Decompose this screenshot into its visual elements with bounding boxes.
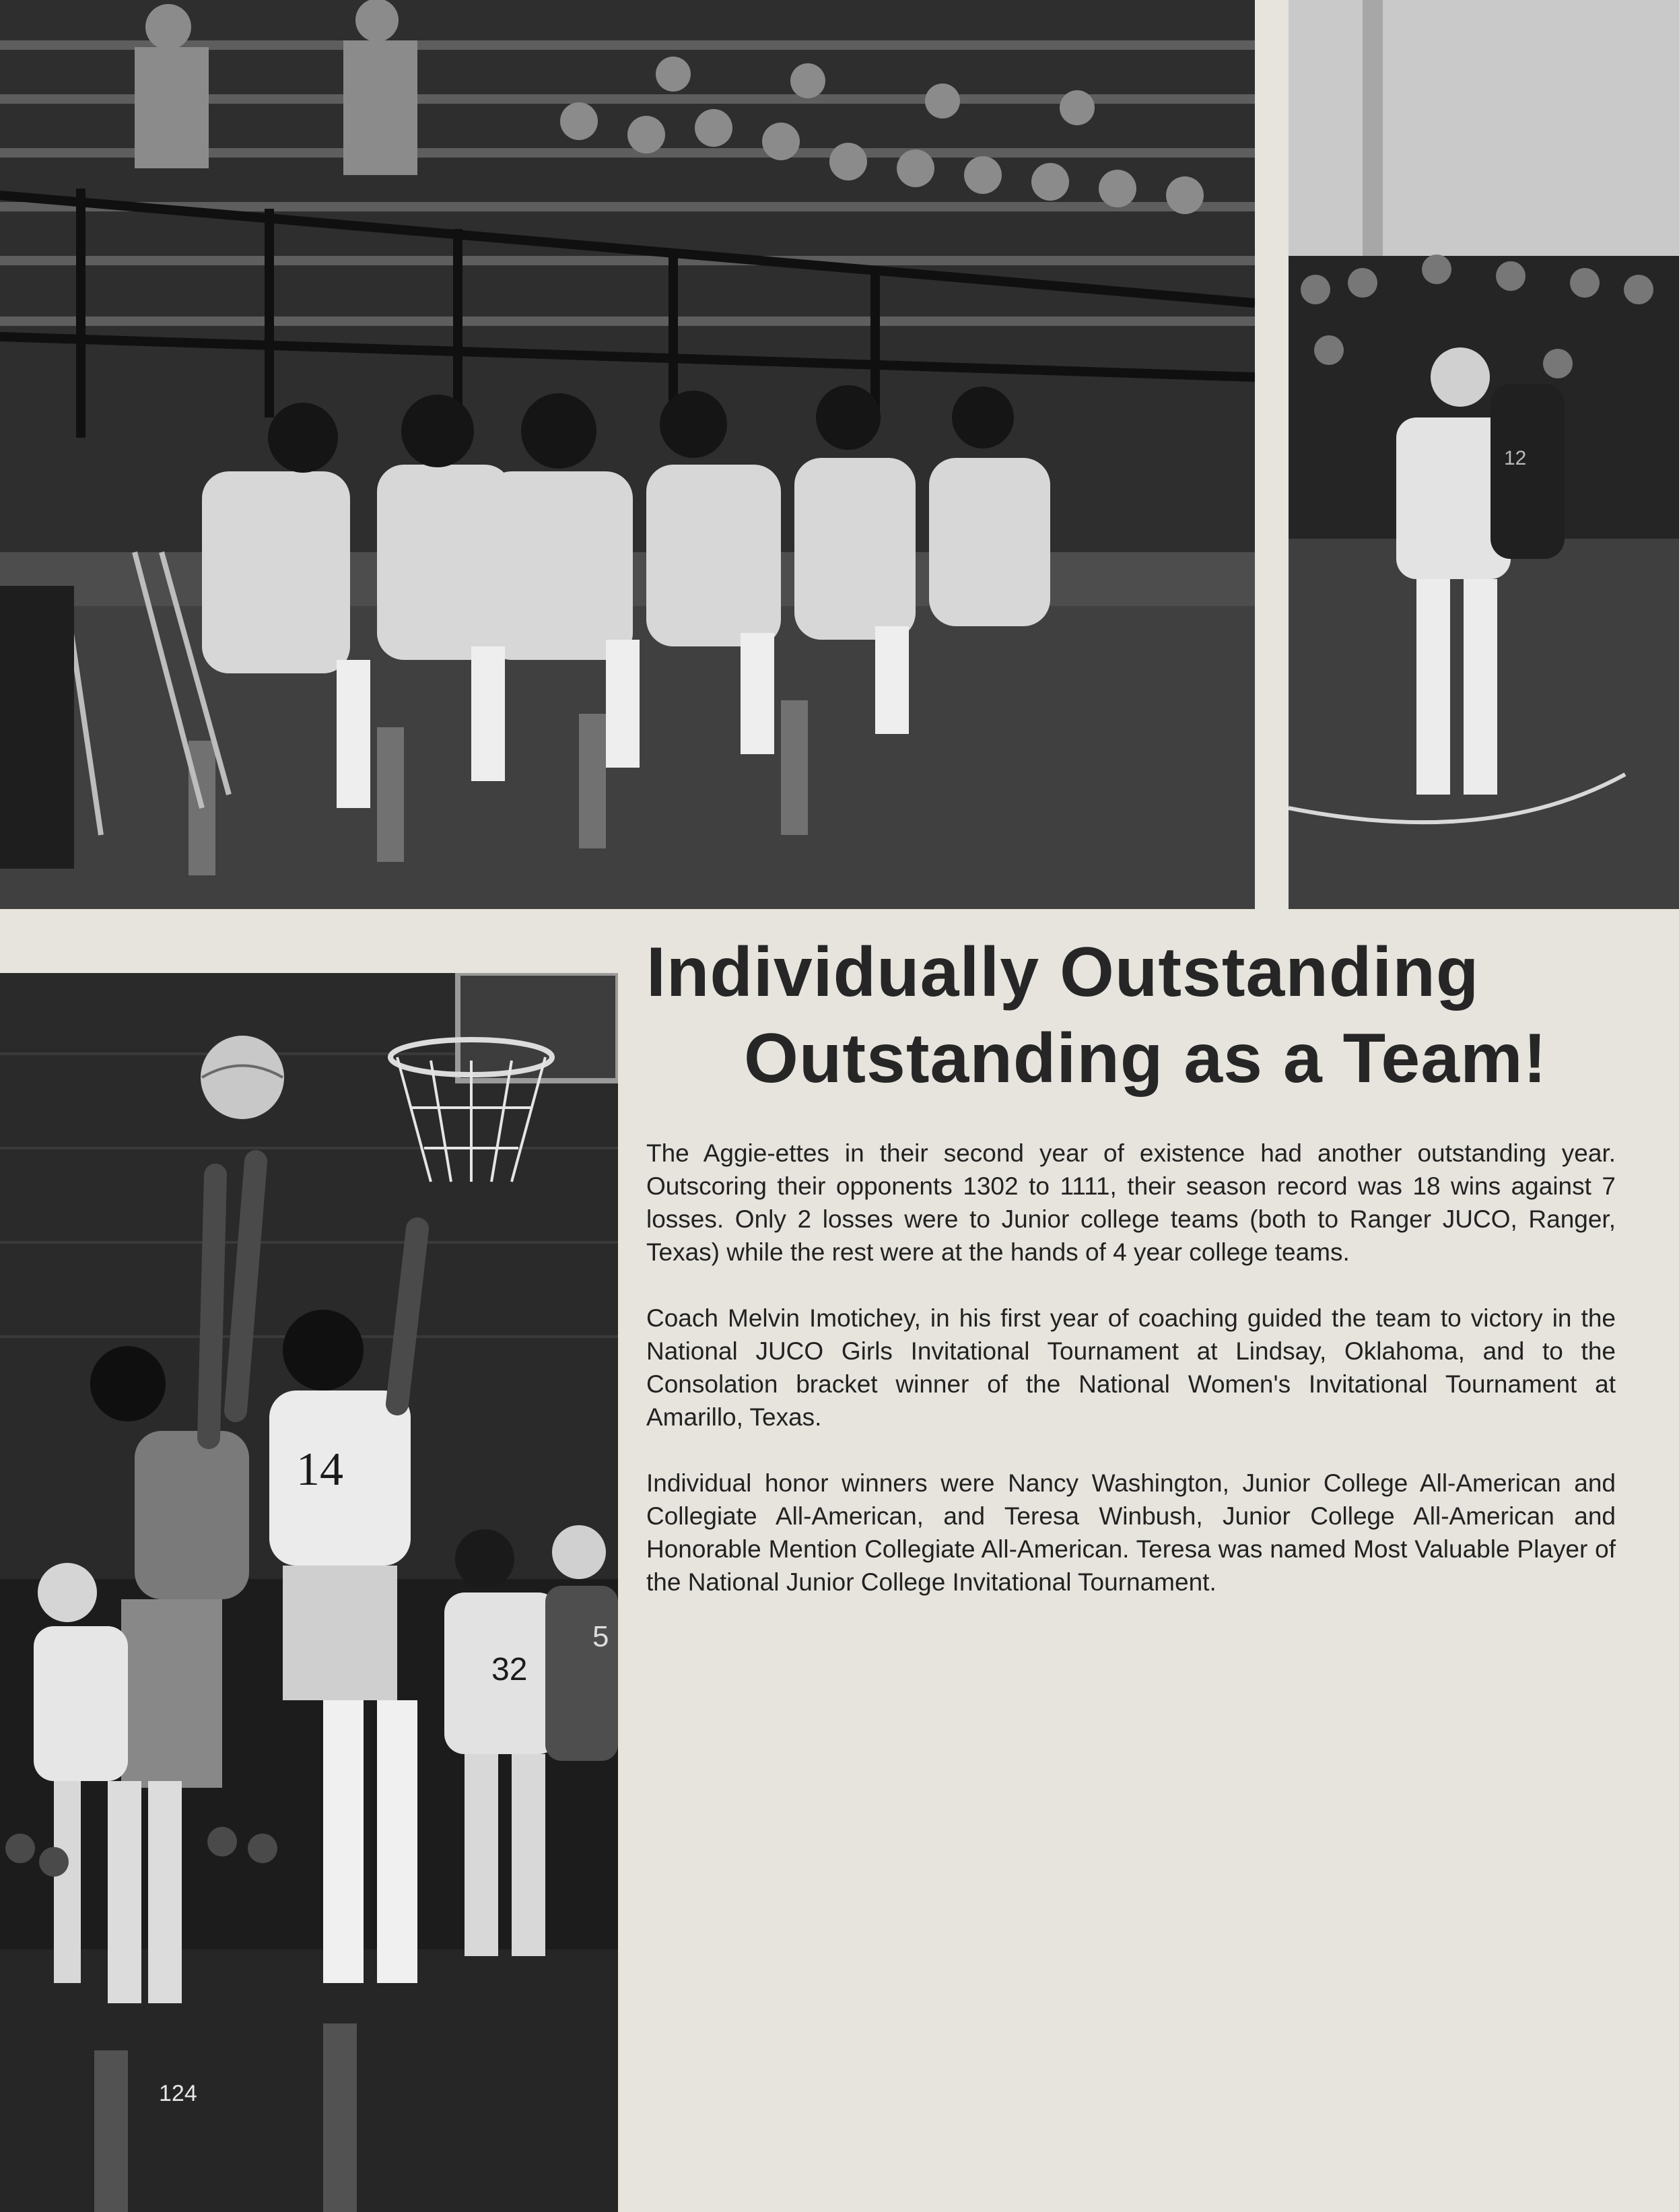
article-paragraph-coach: Coach Melvin Imotichey, in his first year of coaching guided the team to victory in the National JUCO Girls Invitational Tournament at Lindsay, Oklahoma, and to the Consolation bracket winner of the National Women's Invitational Tournament at Amarillo, Texas. — [646, 1304, 1616, 1431]
article-headline — [646, 929, 1676, 1102]
article-body — [646, 1137, 1616, 1632]
headline-line-1: Individually Outstanding — [646, 933, 1480, 1011]
rebound-action-photo — [0, 973, 618, 2212]
team-bench-photo — [0, 0, 1255, 909]
jersey-number-32: 32 — [491, 1652, 528, 1687]
article-paragraph-season: The Aggie-ettes in their second year of existence had another outstanding year. Outscoring their opponents 1302 to 1111, their season record was 18 wins against 7 losses. Only 2 losses were to Junior college teams (both to Ranger JUCO, Ranger, Texas) while the rest were at the hands of 4 year college teams. — [646, 1139, 1616, 1266]
jersey-number-14: 14 — [296, 1444, 343, 1496]
free-throw-photo — [1289, 0, 1679, 909]
jersey-number-5: 5 — [592, 1620, 609, 1653]
article-paragraph-honors: Individual honor winners were Nancy Washington, Junior College All-American and Collegiate All-American, and Teresa Winbush, Junior College All-American and Honorable Mention Collegiate All-American. Teresa was named Most Valuable Player of the National Junior College Invitational Tournament. — [646, 1469, 1616, 1596]
headline-line-2: Outstanding as a Team! — [744, 1019, 1548, 1098]
jersey-number-12: 12 — [1504, 447, 1527, 469]
page-number: 124 — [159, 2081, 197, 2106]
